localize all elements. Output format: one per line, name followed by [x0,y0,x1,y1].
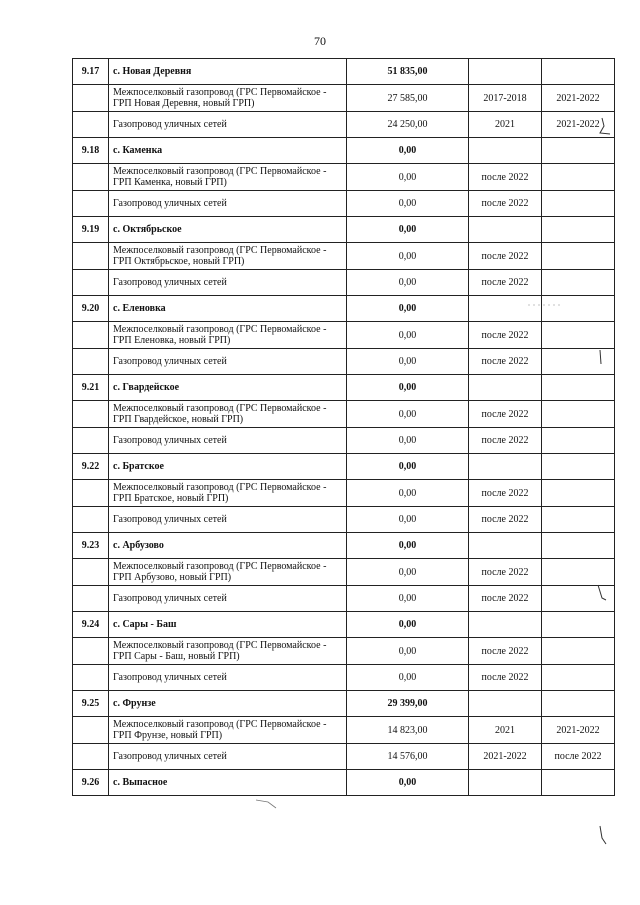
description-cell: Газопровод уличных сетей [109,586,347,612]
amount-cell: 0,00 [347,191,469,217]
amount-cell: 24 250,00 [347,112,469,138]
period-start-cell [469,691,542,717]
amount-cell: 29 399,00 [347,691,469,717]
period-start-cell: после 2022 [469,191,542,217]
item-number-cell [73,243,109,270]
settlement-row [73,375,615,401]
amount-cell: 0,00 [347,138,469,164]
description-cell: Межпоселковый газопровод (ГРС Первомайское - ГРП Фрунзе, новый ГРП) [109,717,347,744]
description-cell: Газопровод уличных сетей [109,191,347,217]
item-number-cell [73,112,109,138]
settlement-row [73,770,615,796]
inter-settlement-pipeline-row [73,638,615,665]
amount-cell: 0,00 [347,164,469,191]
amount-cell: 0,00 [347,401,469,428]
period-start-cell [469,59,542,85]
period-end-cell [542,638,615,665]
amount-cell: 0,00 [347,638,469,665]
amount-cell: 0,00 [347,349,469,375]
period-end-cell: 2021-2022 [542,85,615,112]
settlement-name-cell: с. Арбузово [109,533,347,559]
period-end-cell [542,454,615,480]
amount-cell: 14 576,00 [347,744,469,770]
item-number-cell [73,85,109,112]
period-end-cell [542,480,615,507]
settlement-row [73,138,615,164]
period-start-cell [469,217,542,243]
inter-settlement-pipeline-row [73,401,615,428]
period-end-cell [542,691,615,717]
description-cell: Межпоселковый газопровод (ГРС Первомайское - ГРП Гвардейское, новый ГРП) [109,401,347,428]
item-number-cell: 9.23 [73,533,109,559]
description-cell: Межпоселковый газопровод (ГРС Первомайское - ГРП Братское, новый ГРП) [109,480,347,507]
item-number-cell [73,507,109,533]
settlement-row [73,612,615,638]
period-start-cell: после 2022 [469,559,542,586]
period-end-cell [542,191,615,217]
period-end-cell [542,349,615,375]
period-end-cell [542,612,615,638]
street-network-row [73,428,615,454]
settlement-row [73,296,615,322]
settlement-name-cell: с. Октябрьское [109,217,347,243]
amount-cell: 27 585,00 [347,85,469,112]
amount-cell: 0,00 [347,770,469,796]
item-number-cell: 9.21 [73,375,109,401]
period-start-cell: после 2022 [469,164,542,191]
street-network-row [73,191,615,217]
item-number-cell: 9.17 [73,59,109,85]
amount-cell: 0,00 [347,243,469,270]
settlement-row [73,533,615,559]
amount-cell: 0,00 [347,322,469,349]
item-number-cell [73,665,109,691]
amount-cell: 0,00 [347,612,469,638]
period-end-cell [542,296,615,322]
inter-settlement-pipeline-row [73,322,615,349]
period-start-cell [469,533,542,559]
gas-pipeline-table [72,58,615,796]
period-end-cell [542,138,615,164]
item-number-cell [73,428,109,454]
item-number-cell: 9.19 [73,217,109,243]
scan-speck-1 [256,800,276,808]
period-end-cell: после 2022 [542,744,615,770]
period-start-cell: 2017-2018 [469,85,542,112]
street-network-row [73,665,615,691]
period-start-cell: после 2022 [469,243,542,270]
amount-cell: 0,00 [347,507,469,533]
amount-cell: 0,00 [347,270,469,296]
period-end-cell: 2021-2022 [542,112,615,138]
item-number-cell: 9.22 [73,454,109,480]
item-number-cell [73,349,109,375]
amount-cell: 0,00 [347,296,469,322]
settlement-name-cell: с. Выпасное [109,770,347,796]
period-end-cell [542,164,615,191]
period-end-cell [542,507,615,533]
period-start-cell: после 2022 [469,401,542,428]
description-cell: Газопровод уличных сетей [109,428,347,454]
settlement-name-cell: с. Фрунзе [109,691,347,717]
page-number: 70 [314,34,326,48]
period-end-cell [542,59,615,85]
period-end-cell: 2021-2022 [542,717,615,744]
item-number-cell: 9.20 [73,296,109,322]
item-number-cell [73,559,109,586]
inter-settlement-pipeline-row [73,164,615,191]
settlement-row [73,454,615,480]
period-start-cell: после 2022 [469,507,542,533]
item-number-cell [73,191,109,217]
period-end-cell [542,665,615,691]
period-start-cell: после 2022 [469,322,542,349]
settlement-name-cell: с. Новая Деревня [109,59,347,85]
description-cell: Межпоселковый газопровод (ГРС Первомайское - ГРП Сары - Баш, новый ГРП) [109,638,347,665]
description-cell: Межпоселковый газопровод (ГРС Первомайское - ГРП Каменка, новый ГРП) [109,164,347,191]
item-number-cell [73,480,109,507]
period-start-cell [469,770,542,796]
period-start-cell: после 2022 [469,638,542,665]
item-number-cell [73,717,109,744]
street-network-row [73,507,615,533]
period-start-cell: после 2022 [469,665,542,691]
inter-settlement-pipeline-row [73,243,615,270]
inter-settlement-pipeline-row [73,480,615,507]
description-cell: Газопровод уличных сетей [109,665,347,691]
pen-mark-4 [600,826,606,844]
amount-cell: 51 835,00 [347,59,469,85]
settlement-name-cell: с. Еленовка [109,296,347,322]
period-end-cell [542,559,615,586]
period-end-cell [542,270,615,296]
settlement-name-cell: с. Гвардейское [109,375,347,401]
item-number-cell [73,164,109,191]
period-end-cell [542,401,615,428]
description-cell: Газопровод уличных сетей [109,270,347,296]
description-cell: Межпоселковый газопровод (ГРС Первомайское - ГРП Арбузово, новый ГРП) [109,559,347,586]
item-number-cell: 9.25 [73,691,109,717]
amount-cell: 0,00 [347,586,469,612]
period-start-cell: 2021 [469,717,542,744]
amount-cell: 0,00 [347,533,469,559]
amount-cell: 0,00 [347,428,469,454]
period-start-cell: после 2022 [469,270,542,296]
description-cell: Газопровод уличных сетей [109,507,347,533]
item-number-cell: 9.24 [73,612,109,638]
amount-cell: 14 823,00 [347,717,469,744]
description-cell: Газопровод уличных сетей [109,349,347,375]
period-start-cell [469,612,542,638]
amount-cell: 0,00 [347,217,469,243]
description-cell: Газопровод уличных сетей [109,112,347,138]
period-start-cell [469,454,542,480]
period-start-cell: после 2022 [469,586,542,612]
item-number-cell [73,586,109,612]
street-network-row [73,744,615,770]
description-cell: Межпоселковый газопровод (ГРС Первомайское - ГРП Октябрьское, новый ГРП) [109,243,347,270]
inter-settlement-pipeline-row [73,717,615,744]
item-number-cell [73,322,109,349]
street-network-row [73,112,615,138]
item-number-cell [73,744,109,770]
inter-settlement-pipeline-row [73,559,615,586]
street-network-row [73,349,615,375]
description-cell: Межпоселковый газопровод (ГРС Первомайское - ГРП Новая Деревня, новый ГРП) [109,85,347,112]
item-number-cell: 9.26 [73,770,109,796]
period-start-cell: 2021 [469,112,542,138]
period-end-cell [542,375,615,401]
amount-cell: 0,00 [347,480,469,507]
period-start-cell [469,375,542,401]
period-start-cell: после 2022 [469,349,542,375]
settlement-name-cell: с. Сары - Баш [109,612,347,638]
period-end-cell [542,243,615,270]
settlement-name-cell: с. Братское [109,454,347,480]
period-end-cell [542,586,615,612]
period-end-cell [542,322,615,349]
street-network-row [73,586,615,612]
item-number-cell [73,401,109,428]
description-cell: Межпоселковый газопровод (ГРС Первомайское - ГРП Еленовка, новый ГРП) [109,322,347,349]
description-cell: Газопровод уличных сетей [109,744,347,770]
inter-settlement-pipeline-row [73,85,615,112]
settlement-name-cell: с. Каменка [109,138,347,164]
period-start-cell: 2021-2022 [469,744,542,770]
amount-cell: 0,00 [347,454,469,480]
settlement-row [73,217,615,243]
period-start-cell [469,138,542,164]
amount-cell: 0,00 [347,559,469,586]
period-start-cell: после 2022 [469,428,542,454]
period-end-cell [542,428,615,454]
item-number-cell [73,638,109,665]
period-start-cell: после 2022 [469,480,542,507]
street-network-row [73,270,615,296]
settlement-row [73,59,615,85]
period-end-cell [542,770,615,796]
settlement-row [73,691,615,717]
table-body [73,59,615,796]
period-end-cell [542,533,615,559]
item-number-cell [73,270,109,296]
period-start-cell [469,296,542,322]
item-number-cell: 9.18 [73,138,109,164]
period-end-cell [542,217,615,243]
amount-cell: 0,00 [347,375,469,401]
amount-cell: 0,00 [347,665,469,691]
